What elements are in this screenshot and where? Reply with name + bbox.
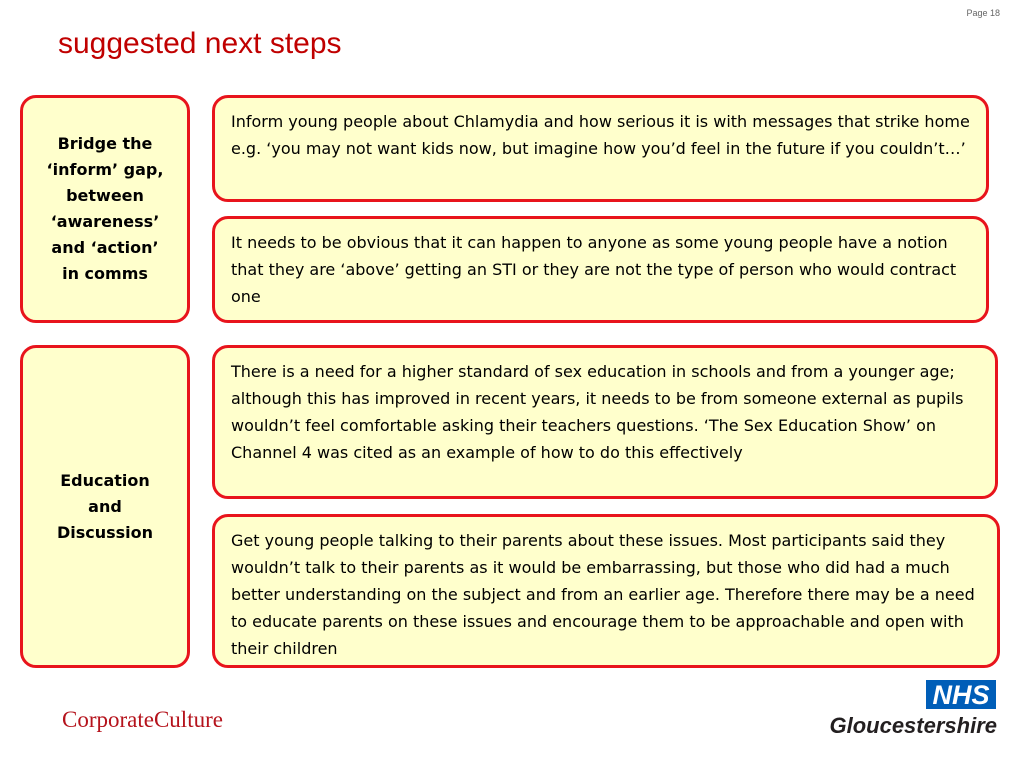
point-text: Inform young people about Chlamydia and how serious it is with messages that strike home e.g. ‘you may not want kids now, but imagine how you’d feel in the future if you couldn’t…’ [231,112,970,158]
point-text: Get young people talking to their parents about these issues. Most participants said they wouldn’t talk to their parents as it would be embarrassing, but those who did had a much better understanding on the subject and from an earlier age. Therefore there may be a need to educate parents on these issues and encourage them to be approachable and open with their children [231,531,975,658]
nhs-region-text: Gloucestershire [829,713,997,738]
section-label-text: Bridge the ‘inform’ gap, between ‘awareness’ and ‘action’ in comms [46,134,164,283]
nhs-badge-text: NHS [932,680,990,710]
point-box-inform-young-people [212,95,989,202]
section-label-bridge-inform-gap [20,95,190,323]
section-label-education-discussion [20,345,190,668]
nhs-logo-graphic [826,679,998,739]
point-box-sex-education-standard [212,345,998,499]
point-text: There is a need for a higher standard of sex education in schools and from a younger age; although this has improved in recent years, it needs to be from someone external as pupils wouldn’t feel comfortable asking their teachers questions. ‘The Sex Education Show’ on Channel 4 was cited as an example of how to do this effectively [231,362,964,462]
page-number: Page 18 [966,8,1000,18]
slide-title: suggested next steps [58,27,342,60]
point-box-can-happen-to-anyone [212,216,989,323]
section-label-text: Education and Discussion [56,470,154,542]
point-text: It needs to be obvious that it can happen to anyone as some young people have a notion that they are ‘above’ getting an STI or they are not the type of person who would contract one [231,233,957,306]
point-box-talk-to-parents [212,514,1000,668]
corporate-culture-logo: CorporateCulture [62,707,223,732]
nhs-gloucestershire-logo [826,679,998,739]
